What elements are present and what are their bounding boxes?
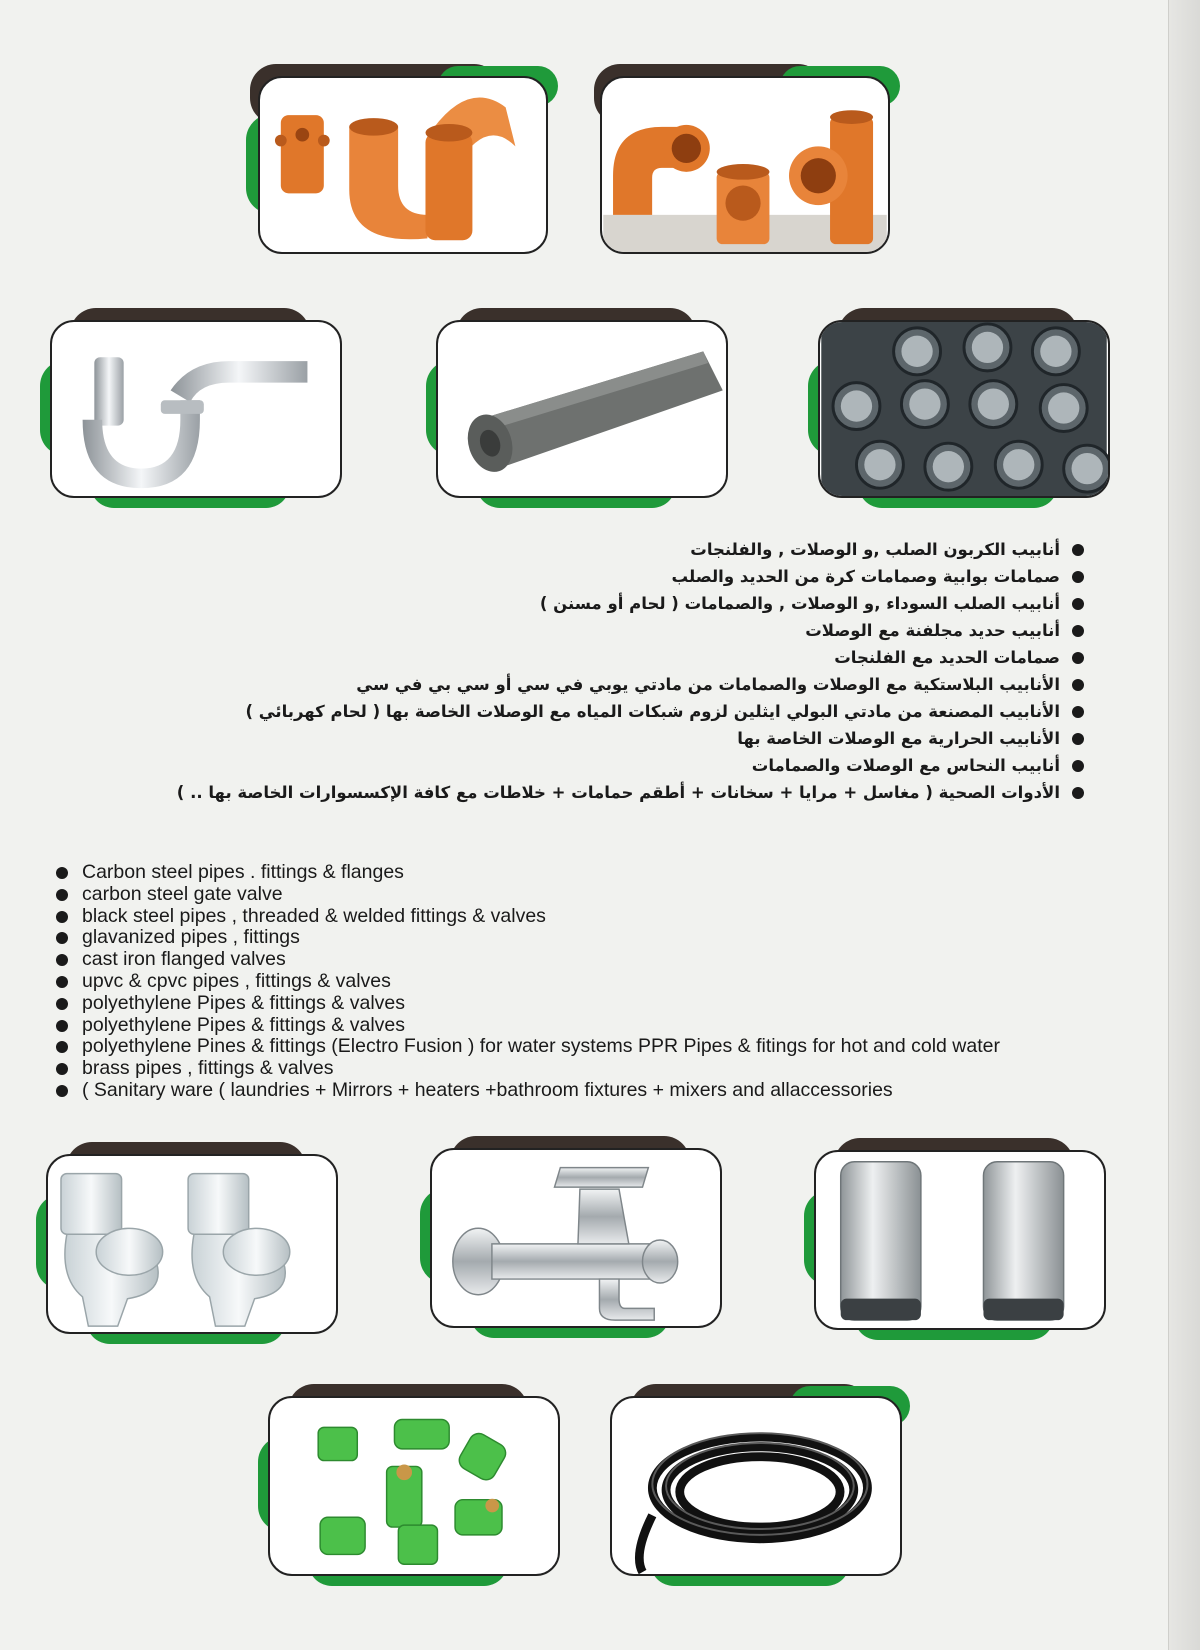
orange-pvc-fittings-icon	[260, 78, 546, 252]
english-product-list	[52, 862, 1162, 1102]
list-item: upvc & cpvc pipes , fittings & valves	[52, 971, 1162, 993]
list-item: الأدوات الصحية ( مغاسل + مرايا + سخانات + أطقم حمامات + خلاطات مع كافة الإكسسوارات الخاصة بها .. )	[300, 779, 1086, 806]
list-item: brass pipes , fittings & valves	[52, 1058, 1162, 1080]
photo-frame	[600, 76, 890, 254]
list-item: ( Sanitary ware ( laundries + Mirrors + heaters +bathroom fixtures + mixers and allaccessories	[52, 1080, 1162, 1102]
arabic-product-list	[176, 536, 1086, 806]
list-item: black steel pipes , threaded & welded fittings & valves	[52, 906, 1162, 928]
list-item: polyethylene Pipes & fittings & valves	[52, 1015, 1162, 1037]
photo-frame	[50, 320, 342, 498]
list-item: carbon steel gate valve	[52, 884, 1162, 906]
photo-frame	[436, 320, 728, 498]
list-item: صمامات الحديد مع الفلنجات	[300, 644, 1086, 671]
list-item: أنابيب النحاس مع الوصلات والصمامات	[300, 752, 1086, 779]
grey-pvc-pipes-bundle-icon	[820, 322, 1108, 496]
foam-pipe-insulation-icon	[438, 322, 726, 496]
chrome-p-trap-icon	[52, 322, 340, 496]
water-heaters-icon	[816, 1152, 1104, 1328]
list-item: cast iron flanged valves	[52, 949, 1162, 971]
list-item: الأنابيب المصنعة من مادتي البولي ايثلين لزوم شبكات المياه مع الوصلات الخاصة بها ( لحام كهربائي )	[300, 698, 1086, 725]
orange-drain-fittings-icon	[602, 78, 888, 252]
list-item: أنابيب حديد مجلفنة مع الوصلات	[300, 617, 1086, 644]
bath-mixer-tap-icon	[432, 1150, 720, 1326]
photo-frame	[610, 1396, 902, 1576]
toilets-icon	[48, 1156, 336, 1332]
photo-frame	[430, 1148, 722, 1328]
list-item: الأنابيب البلاستكية مع الوصلات والصمامات من مادتي يوبي في سي أو سي بي في سي	[300, 671, 1086, 698]
photo-frame	[258, 76, 548, 254]
photo-frame	[46, 1154, 338, 1334]
list-item: Carbon steel pipes . fittings & flanges	[52, 862, 1162, 884]
photo-frame	[818, 320, 1110, 498]
list-item: أنابيب الكربون الصلب ,و الوصلات , والفلنجات	[300, 536, 1086, 563]
list-item: الأنابيب الحرارية مع الوصلات الخاصة بها	[300, 725, 1086, 752]
photo-frame	[814, 1150, 1106, 1330]
list-item: صمامات بوابية وصمامات كرة من الحديد والصلب	[300, 563, 1086, 590]
page-edge	[1168, 0, 1200, 1650]
green-ppr-fittings-icon	[270, 1398, 558, 1574]
list-item: glavanized pipes , fittings	[52, 927, 1162, 949]
list-item: polyethylene Pines & fittings (Electro Fusion ) for water systems PPR Pipes & fitings for hot and cold water	[52, 1036, 1162, 1058]
list-item: أنابيب الصلب السوداء ,و الوصلات , والصمامات ( لحام أو مسنن )	[300, 590, 1086, 617]
list-item: polyethylene Pipes & fittings & valves	[52, 993, 1162, 1015]
photo-frame	[268, 1396, 560, 1576]
black-pe-coil-icon	[612, 1398, 900, 1574]
